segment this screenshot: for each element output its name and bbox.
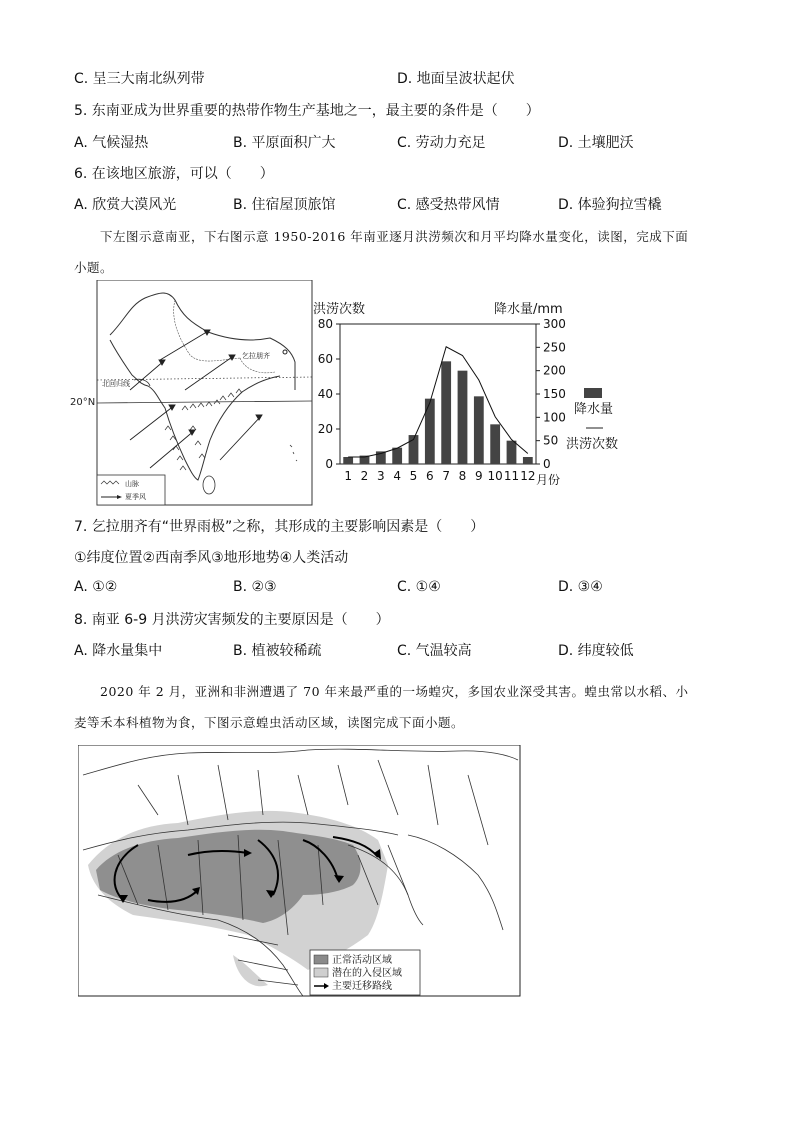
legend-normal-swatch — [314, 955, 328, 964]
flood-rainfall-chart — [308, 296, 628, 492]
month-tick-label: 4 — [393, 469, 401, 483]
q5-option-c[interactable]: C. 劳动力充足 — [397, 135, 486, 151]
locust-map — [78, 745, 522, 998]
month-tick-label: 8 — [458, 469, 467, 483]
legend-potential-label: 潜在的入侵区域 — [332, 968, 402, 979]
q7-option-d[interactable]: D. ③④ — [558, 579, 603, 595]
rainfall-bar — [507, 441, 517, 464]
q5-option-a[interactable]: A. 气候湿热 — [74, 135, 149, 151]
rainfall-bar — [458, 371, 468, 464]
rainfall-bar — [490, 424, 500, 464]
month-tick-label: 7 — [442, 469, 450, 483]
x-axis-title: 月份 — [536, 473, 561, 487]
right-tick-label: 300 — [543, 317, 566, 331]
month-tick-label: 10 — [487, 469, 503, 483]
rainfall-bar — [474, 396, 484, 464]
intro1-line2: 小题。 — [74, 260, 114, 275]
right-axis-title: 降水量/mm — [494, 302, 563, 317]
rainfall-bar — [425, 399, 435, 464]
legend-rainfall: 降水量 — [574, 402, 614, 417]
left-tick-label: 20 — [317, 422, 333, 436]
q7-stem: 7. 乞拉朋齐有“世界雨极”之称，其形成的主要影响因素是（ ） — [74, 519, 485, 535]
q8-option-c[interactable]: C. 气温较高 — [397, 643, 472, 659]
q6-option-d[interactable]: D. 体验狗拉雪橇 — [558, 197, 662, 213]
tropic-label: 北回归线 — [102, 380, 130, 388]
right-tick-label: 0 — [543, 457, 551, 471]
legend-bar-swatch — [584, 388, 602, 398]
q8-stem: 8. 南亚 6-9 月洪涝灾害频发的主要原因是（ ） — [74, 612, 390, 628]
month-tick-label: 11 — [503, 469, 520, 483]
rainfall-bar — [441, 361, 451, 464]
month-tick-label: 5 — [409, 469, 418, 483]
q6-option-b[interactable]: B. 住宿屋顶旅馆 — [233, 197, 336, 213]
q8-option-b[interactable]: B. 植被较稀疏 — [233, 643, 322, 659]
rainfall-bar — [523, 457, 533, 464]
month-tick-label: 9 — [475, 469, 483, 483]
q4-option-d[interactable]: D. 地面呈波状起伏 — [397, 71, 515, 87]
month-tick-label: 6 — [426, 469, 434, 483]
right-tick-label: 50 — [543, 433, 559, 448]
q5-stem: 5. 东南亚成为世界重要的热带作物生产基地之一，最主要的条件是（ ） — [74, 103, 540, 119]
q4-option-c[interactable]: C. 呈三大南北纵列带 — [74, 71, 205, 87]
q5-option-d[interactable]: D. 土壤肥沃 — [558, 135, 634, 151]
q6-option-c[interactable]: C. 感受热带风情 — [397, 197, 500, 213]
lat-20n-label: 20°N — [70, 397, 96, 408]
right-tick-label: 200 — [543, 363, 566, 378]
legend-potential-swatch — [314, 968, 328, 977]
q5-option-b[interactable]: B. 平原面积广大 — [233, 135, 336, 151]
intro1-line1: 下左图示意南亚，下右图示意 1950-2016 年南亚逐月洪涝频次和月平均降水量变化，读图，完成下面 — [100, 229, 689, 244]
legend-monsoon: 夏季风 — [125, 493, 146, 501]
flood-line — [348, 347, 528, 457]
q7-factors: ①纬度位置②西南季风③地形地势④人类活动 — [74, 550, 349, 566]
legend-route-label: 主要迁移路线 — [332, 981, 392, 992]
south-asia-map — [70, 280, 315, 508]
q8-option-a[interactable]: A. 降水量集中 — [74, 643, 163, 659]
left-tick-label: 80 — [317, 317, 333, 331]
month-tick-label: 12 — [520, 469, 536, 483]
rainfall-bar — [392, 448, 402, 464]
legend-flood: 洪涝次数 — [566, 437, 619, 452]
intro2-line1: 2020 年 2 月，亚洲和非洲遭遇了 70 年来最严重的一场蝗灾，多国农业深受其害。蝗虫常以水稻、小 — [100, 684, 689, 699]
right-tick-label: 100 — [543, 410, 566, 425]
intro2-line2: 麦等禾本科植物为食，下图示意蝗虫活动区域，读图完成下面小题。 — [74, 715, 465, 730]
legend-normal-label: 正常活动区域 — [332, 955, 392, 966]
q6-stem: 6. 在该地区旅游，可以（ ） — [74, 166, 274, 182]
month-tick-label: 3 — [377, 469, 385, 483]
right-tick-label: 250 — [543, 340, 566, 355]
q7-option-c[interactable]: C. ①④ — [397, 579, 441, 595]
right-tick-label: 150 — [543, 387, 566, 401]
legend-mountain: 山脉 — [125, 480, 139, 488]
month-tick-label: 2 — [360, 469, 369, 483]
q7-option-a[interactable]: A. ①② — [74, 579, 118, 595]
left-tick-label: 0 — [325, 457, 333, 471]
rainfall-bar — [343, 457, 353, 464]
q7-option-b[interactable]: B. ②③ — [233, 579, 277, 595]
month-tick-label: 1 — [344, 469, 352, 483]
left-tick-label: 40 — [317, 387, 333, 401]
cherrapunji-label: 乞拉朋齐 — [242, 352, 270, 360]
left-axis-title: 洪涝次数 — [313, 302, 366, 317]
left-tick-label: 60 — [317, 352, 333, 366]
q8-option-d[interactable]: D. 纬度较低 — [558, 643, 634, 659]
q6-option-a[interactable]: A. 欣赏大漠风光 — [74, 197, 177, 213]
